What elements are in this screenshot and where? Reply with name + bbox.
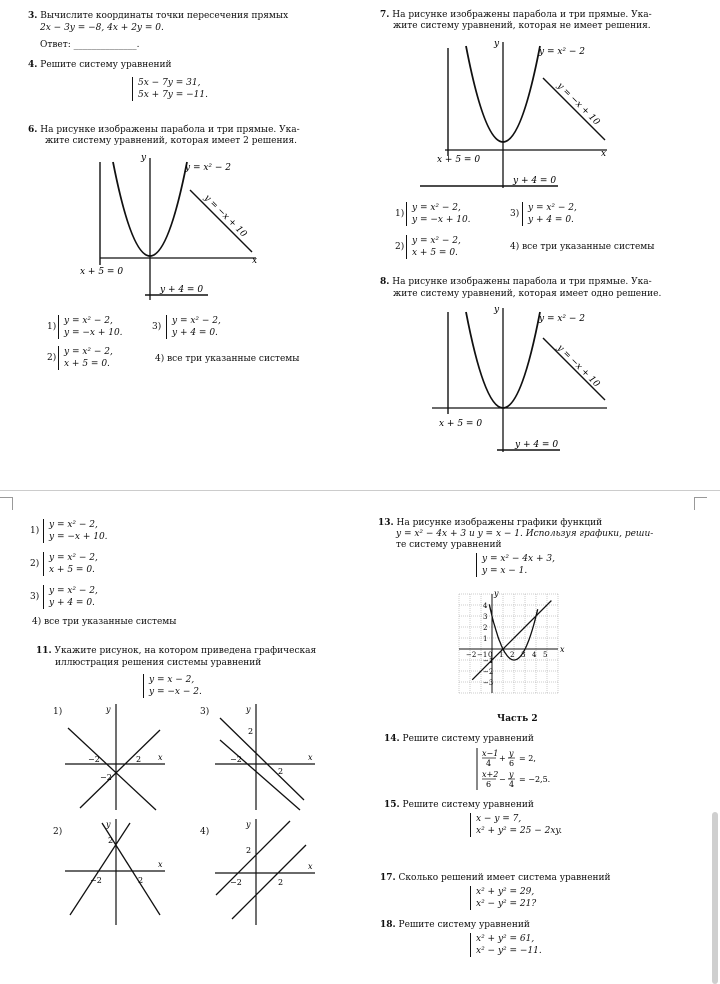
q13-line2: y = x² − 4x + 3 и y = x − 1. Используя графики, реши- xyxy=(396,529,654,539)
label-x-plus-5: x + 5 = 0 xyxy=(439,419,483,429)
x-label: x xyxy=(560,645,565,654)
b-opt4: 4) все три указанные системы xyxy=(32,617,177,627)
tick-y-label: −1 xyxy=(483,657,494,665)
tick-y-label: 4 xyxy=(483,602,488,610)
q11-graph-2 xyxy=(60,815,170,927)
y-label: y xyxy=(106,705,111,714)
q11-system xyxy=(143,674,202,698)
line-minus-x-plus-10 xyxy=(543,78,605,140)
y-label: y xyxy=(494,589,499,598)
x-label: x xyxy=(601,149,607,159)
b-opt2-eq2: x + 5 = 0. xyxy=(49,565,95,575)
q18-number: 18. xyxy=(380,920,396,930)
q17-number: 17. xyxy=(380,873,396,883)
tick-x-label: 4 xyxy=(532,651,537,659)
q14-system xyxy=(476,746,566,792)
q14-f2-den: 6 xyxy=(509,759,515,768)
q14-f3-num: x+2 xyxy=(482,770,499,779)
q4-eq2: 5x + 7y = −11. xyxy=(138,90,208,100)
line-b xyxy=(232,845,306,919)
q14-line xyxy=(384,734,534,745)
line-b xyxy=(220,740,300,810)
tick-minus-2: −2 xyxy=(230,755,242,764)
q7-opt1-num: 1) xyxy=(395,209,405,219)
q4-eq1: 5x − 7y = 31, xyxy=(138,78,201,88)
q7-text: На рисунке изображены парабола и три прямые. Ука- xyxy=(392,10,652,20)
q8-text: На рисунке изображены парабола и три прямые. Ука- xyxy=(392,277,652,287)
q14-number: 14. xyxy=(384,734,400,744)
x-label: x xyxy=(158,753,163,762)
tick-y-label: 2 xyxy=(483,624,488,632)
q7-opt2-eq1: y = x² − 2, xyxy=(412,236,461,246)
q6-graph xyxy=(80,150,270,305)
tick-minus-2: −2 xyxy=(230,878,242,887)
label-parabola: y = x² − 2 xyxy=(539,314,586,324)
label-x-plus-5: x + 5 = 0 xyxy=(80,267,124,277)
q14-f1-den: 4 xyxy=(486,759,492,768)
y-label: y xyxy=(106,820,111,829)
q14-f4-num: y xyxy=(509,770,514,779)
q3-text: Вычислите координаты точки пересечения прямых xyxy=(40,11,289,21)
q6-opt2 xyxy=(58,346,113,370)
q15-text: Решите систему уравнений xyxy=(402,800,534,810)
part2-heading: Часть 2 xyxy=(497,714,538,724)
line-a xyxy=(70,823,130,915)
label-parabola: y = x² − 2 xyxy=(185,163,232,173)
q6-opt3-eq1: y = x² − 2, xyxy=(172,316,221,326)
q7-number: 7. xyxy=(380,10,390,20)
tick-2-y: 2 xyxy=(246,846,252,855)
q7-opt1-eq2: y = −x + 10. xyxy=(412,215,471,225)
q7-line2: жите систему уравнений, которая не имеет решения. xyxy=(393,21,651,31)
tick-x-label: −2 xyxy=(466,651,477,659)
q4-line xyxy=(28,60,172,71)
q14-text: Решите систему уравнений xyxy=(402,734,534,744)
y-label: y xyxy=(246,820,251,829)
b-opt2-eq1: y = x² − 2, xyxy=(49,553,98,563)
q11-eq2: y = −x − 2. xyxy=(149,687,202,697)
q13-eq1: y = x² − 4x + 3, xyxy=(482,554,555,564)
q6-opt2-eq2: x + 5 = 0. xyxy=(64,359,110,369)
q8-line1 xyxy=(380,277,652,288)
label-x-plus-5: x + 5 = 0 xyxy=(437,155,481,165)
q15-line xyxy=(384,800,534,811)
q3-line1 xyxy=(28,11,288,22)
q6-opt3-num: 3) xyxy=(152,322,162,332)
b-opt1-eq1: y = x² − 2, xyxy=(49,520,98,530)
q18-system xyxy=(470,933,542,957)
q14-rhs2: = −2,5. xyxy=(519,775,551,784)
q6-line1 xyxy=(28,125,300,136)
tick-y-label: −3 xyxy=(483,679,494,687)
tick-minus-2: −2 xyxy=(88,755,100,764)
q11-g4-label: 4) xyxy=(200,827,210,837)
q11-g3-label: 3) xyxy=(200,707,210,717)
q6-text: На рисунке изображены парабола и три прямые. Ука- xyxy=(40,125,300,135)
q17-system xyxy=(470,886,536,910)
tick-y-label: −2 xyxy=(483,668,494,676)
q11-graph-1 xyxy=(60,700,170,812)
q13-system xyxy=(476,553,555,577)
q13-line1 xyxy=(378,518,602,529)
q7-opt3-num: 3) xyxy=(510,209,520,219)
q6-opt1 xyxy=(58,315,123,339)
label-minus-x-plus-10: y = −x + 10 xyxy=(554,81,602,128)
line-b xyxy=(80,730,160,808)
corner-mark-left xyxy=(0,497,13,510)
q15-eq1: x − y = 7, xyxy=(476,814,522,824)
q11-g2-label: 2) xyxy=(53,827,63,837)
q6-opt3-eq2: y + 4 = 0. xyxy=(172,328,218,338)
tick-y-label: 3 xyxy=(483,613,488,621)
q11-graph-3 xyxy=(210,700,320,812)
q8-line2: жите систему уравнений, которая имеет одно решение. xyxy=(393,289,662,299)
b-opt3-eq2: y + 4 = 0. xyxy=(49,598,95,608)
b-opt1 xyxy=(43,519,108,543)
tick-x-label: 2 xyxy=(510,651,515,659)
q17-line xyxy=(380,873,611,884)
q6-number: 6. xyxy=(28,125,38,135)
scrollbar-thumb[interactable] xyxy=(712,812,718,984)
q11-line1 xyxy=(36,646,316,657)
q18-line xyxy=(380,920,530,931)
label-minus-x-plus-10: y = −x + 10 xyxy=(554,343,602,390)
q17-eq1: x² + y² = 29, xyxy=(476,887,535,897)
page-separator xyxy=(0,490,720,491)
q7-opt1 xyxy=(406,202,471,226)
q7-opt4: 4) все три указанные системы xyxy=(510,242,655,252)
q15-number: 15. xyxy=(384,800,400,810)
q7-line1 xyxy=(380,10,652,21)
tick-x-label: 3 xyxy=(521,651,526,659)
q6-opt4: 4) все три указанные системы xyxy=(155,354,300,364)
line-minus-x-plus-10 xyxy=(190,190,252,252)
x-label: x xyxy=(252,256,258,266)
y-label: y xyxy=(494,39,500,49)
q3-answer: Ответ: ______________. xyxy=(40,40,140,50)
tick-2: 2 xyxy=(278,878,284,887)
plus-sign: + xyxy=(499,754,506,763)
tick-minus-2-y: −2 xyxy=(100,773,112,782)
q7-opt2-num: 2) xyxy=(395,242,405,252)
label-y-plus-4: y + 4 = 0 xyxy=(515,440,559,450)
tick-2-y: 2 xyxy=(108,836,114,845)
q13-line3: те систему уравнений xyxy=(396,540,502,550)
q13-text: На рисунке изображены графики функций xyxy=(396,518,603,528)
q11-line2: иллюстрация решения системы уравнений xyxy=(55,658,262,668)
q14-f1-num: x−1 xyxy=(482,749,499,758)
q6-line2: жите систему уравнений, которая имеет 2 решения. xyxy=(45,136,298,146)
q17-eq2: x² − y² = 21? xyxy=(476,899,537,909)
q7-graph xyxy=(435,38,615,190)
b-opt3-eq1: y = x² − 2, xyxy=(49,586,98,596)
label-y-plus-4: y + 4 = 0 xyxy=(513,176,557,186)
b-opt2-num: 2) xyxy=(30,559,40,569)
y-label: y xyxy=(246,705,251,714)
y-label: y xyxy=(494,305,500,315)
q6-opt2-num: 2) xyxy=(47,353,57,363)
tick-2: 2 xyxy=(136,755,142,764)
tick-x-label: 5 xyxy=(543,651,548,659)
b-opt3 xyxy=(43,585,98,609)
x-label: x xyxy=(308,862,313,871)
q7-opt2-eq2: x + 5 = 0. xyxy=(412,248,458,258)
q6-opt1-num: 1) xyxy=(47,322,57,332)
q7-opt3-eq2: y + 4 = 0. xyxy=(528,215,574,225)
q6-opt1-eq1: y = x² − 2, xyxy=(64,316,113,326)
tick-2-y: 2 xyxy=(248,727,254,736)
q14-f2-num: y xyxy=(509,749,514,758)
tick-x-label: −1 xyxy=(477,651,488,659)
label-y-plus-4: y + 4 = 0 xyxy=(160,285,204,295)
q11-graph-4 xyxy=(210,815,320,927)
q6-opt3 xyxy=(166,315,221,339)
q13-number: 13. xyxy=(378,518,394,528)
q17-text: Сколько решений имеет система уравнений xyxy=(398,873,611,883)
q3-number: 3. xyxy=(28,11,38,21)
b-opt2 xyxy=(43,552,98,576)
q4-number: 4. xyxy=(28,60,38,70)
q7-opt3 xyxy=(522,202,577,226)
q4-system xyxy=(132,77,208,101)
q8-number: 8. xyxy=(380,277,390,287)
q14-f4-den: 4 xyxy=(509,780,515,789)
tick-2: 2 xyxy=(278,767,284,776)
tick-y-label: 1 xyxy=(483,635,488,643)
x-label: x xyxy=(308,753,313,762)
q18-text: Решите систему уравнений xyxy=(398,920,530,930)
label-parabola: y = x² − 2 xyxy=(539,47,586,57)
q4-text: Решите систему уравнений xyxy=(40,60,172,70)
q3-equations: 2x − 3y = −8, 4x + 2y = 0. xyxy=(40,23,164,33)
q15-system xyxy=(470,813,562,837)
minus-sign: − xyxy=(499,775,506,784)
b-opt1-num: 1) xyxy=(30,526,40,536)
q11-text: Укажите рисунок, на котором приведена графическая xyxy=(54,646,317,656)
q6-opt2-eq1: y = x² − 2, xyxy=(64,347,113,357)
tick-minus-2: −2 xyxy=(90,876,102,885)
q14-rhs1: = 2, xyxy=(519,754,536,763)
q7-opt1-eq1: y = x² − 2, xyxy=(412,203,461,213)
q13-eq2: y = x − 1. xyxy=(482,566,528,576)
tick-x-label: 1 xyxy=(499,651,504,659)
q6-opt1-eq2: y = −x + 10. xyxy=(64,328,123,338)
b-opt1-eq2: y = −x + 10. xyxy=(49,532,108,542)
tick-x-label: 0 xyxy=(488,651,493,659)
b-opt3-num: 3) xyxy=(30,592,40,602)
q18-eq2: x² − y² = −11. xyxy=(476,946,542,956)
q18-eq1: x² + y² = 61, xyxy=(476,934,535,944)
q14-f3-den: 6 xyxy=(486,780,492,789)
q11-g1-label: 1) xyxy=(53,707,63,717)
corner-mark-right xyxy=(694,497,707,510)
q7-opt2 xyxy=(406,235,461,259)
q11-eq1: y = x − 2, xyxy=(149,675,195,685)
q11-number: 11. xyxy=(36,646,52,656)
q8-graph xyxy=(435,304,615,452)
x-label: x xyxy=(158,860,163,869)
line-a xyxy=(68,728,156,810)
q13-graph xyxy=(450,585,570,695)
q7-opt3-eq1: y = x² − 2, xyxy=(528,203,577,213)
q15-eq2: x² + y² = 25 − 2xy. xyxy=(476,826,563,836)
y-label: y xyxy=(141,153,147,163)
tick-2: 2 xyxy=(138,876,144,885)
label-minus-x-plus-10: y = −x + 10 xyxy=(201,193,249,240)
